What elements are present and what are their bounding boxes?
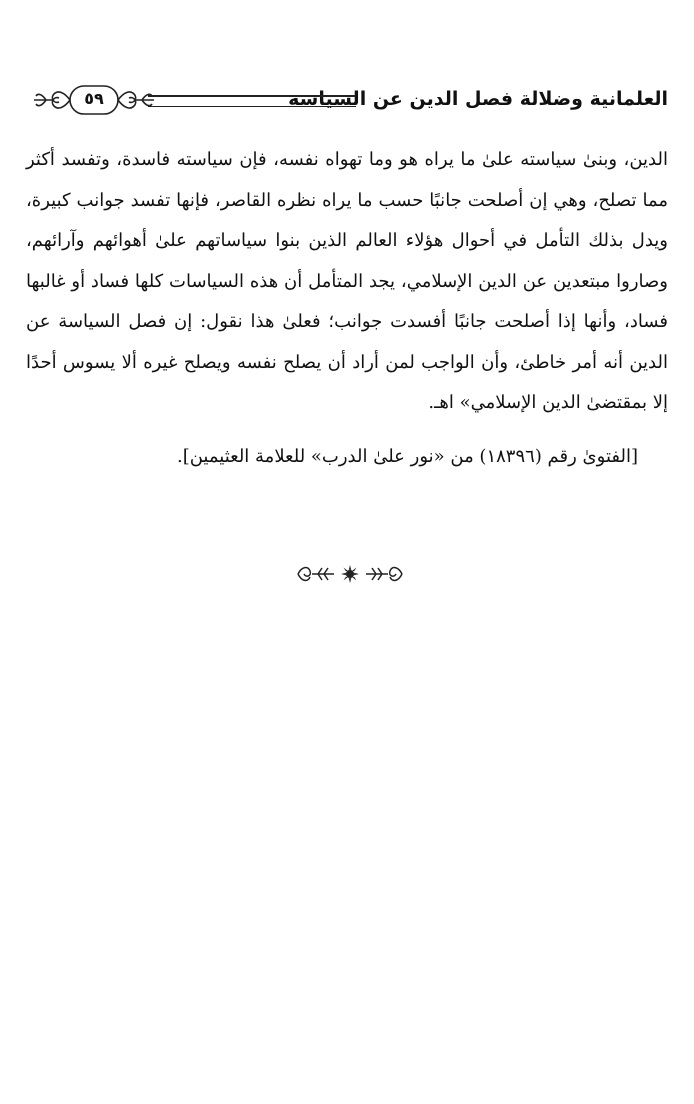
body-text [26, 140, 668, 424]
section-end-ornament-icon [292, 560, 408, 588]
running-title: العلمانية وضلالة فصل الدين عن السياسة [288, 88, 668, 110]
page-number: ٥٩ [84, 89, 104, 108]
header-rule [148, 95, 356, 107]
fatwa-citation: [الفتوىٰ رقم (١٨٣٩٦) من «نور علىٰ الدرب» للعلامة العثيمين]. [176, 446, 638, 467]
body-paragraph: الدين، وبنىٰ سياسته علىٰ ما يراه هو وما تهواه نفسه، فإن سياسته فاسدة، وتفسد أكثر مما تصلح، وهي إن أصلحت جانبًا حسب ما يراه نظره القاصر، فإنها تفسد جوانب كبيرة، ويدل بذلك التأمل في أحوال هؤلاء العالم الذين بنوا سياساتهم علىٰ أهوائهم وآرائهم، وصاروا مبتعدين عن الدين الإسلامي، يجد المتأمل أن هذه السياسات كلها فساد أو غالبها فساد، وأنها إذا أصلحت جانبًا أفسدت جوانب؛ فعلىٰ هذا نقول: إن فصل السياسة عن الدين أنه أمر خاطئ، وأن الواجب لمن أراد أن يصلح نفسه ويصلح غيره ألا يسوس أحدًا إلا بمقتضىٰ الدين الإسلامي» اهـ. [26, 149, 668, 413]
page-header [30, 82, 668, 122]
